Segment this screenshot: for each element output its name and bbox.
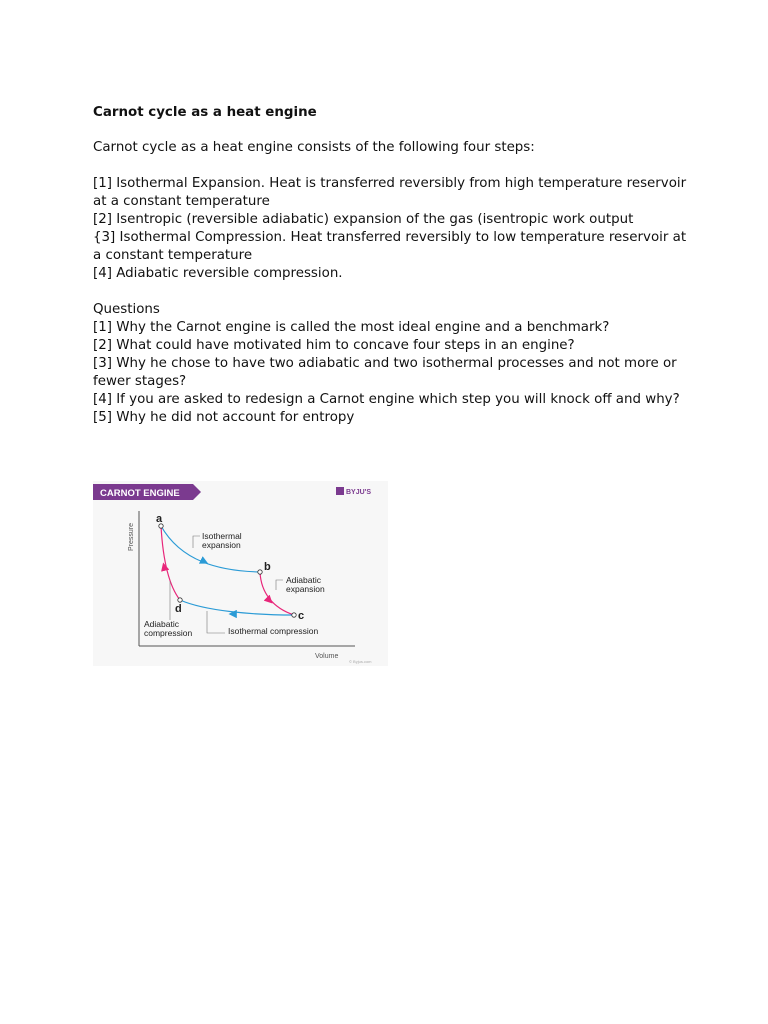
point-c-marker — [292, 613, 296, 617]
carnot-diagram — [93, 481, 388, 666]
label-adiabatic-compression-2: compression — [144, 628, 193, 638]
logo-text: BYJU'S — [346, 489, 372, 496]
step-1: [1] Isothermal Expansion. Heat is transferred reversibly from high temperature reservoir at a constant temperature — [93, 176, 687, 209]
banner-text: CARNOT ENGINE — [100, 488, 180, 499]
question-3: [3] Why he chose to have two adiabatic and two isothermal processes and not more or fewer stages? — [93, 356, 677, 389]
question-2: [2] What could have motivated him to concave four steps in an engine? — [93, 338, 575, 353]
label-adiabatic-expansion-2: expansion — [286, 584, 325, 594]
question-5: [5] Why he did not account for entropy — [93, 410, 355, 425]
questions-heading: Questions — [93, 302, 160, 317]
point-a-label: a — [156, 513, 163, 525]
step-2: [2] Isentropic (reversible adiabatic) expansion of the gas (isentropic work output — [93, 212, 634, 227]
label-adiabatic-compression-1: Adiabatic — [144, 619, 179, 629]
intro-paragraph: Carnot cycle as a heat engine consists of the following four steps: — [93, 140, 535, 155]
figure-background — [93, 481, 388, 666]
question-4: [4] If you are asked to redesign a Carnot engine which step you will knock off and why? — [93, 392, 680, 407]
label-isothermal-expansion-2: expansion — [202, 540, 241, 550]
step-3: {3] Isothermal Compression. Heat transferred reversibly to low temperature reservoir at a constant temperature — [93, 230, 687, 263]
byjus-logo — [336, 487, 371, 496]
point-d-marker — [178, 598, 182, 602]
document-body — [93, 104, 693, 427]
carnot-engine-figure — [93, 481, 388, 666]
x-axis-label: Volume — [315, 653, 339, 660]
label-isothermal-compression: Isothermal compression — [228, 626, 319, 636]
label-adiabatic-expansion-1: Adiabatic — [286, 575, 321, 585]
point-c-label: c — [298, 610, 305, 622]
logo-mark — [336, 487, 344, 495]
point-b-marker — [258, 570, 262, 574]
watermark: © Byjus.com — [349, 659, 372, 664]
point-d-label: d — [175, 603, 182, 615]
document-title: Carnot cycle as a heat engine — [93, 105, 317, 120]
point-b-label: b — [264, 561, 271, 573]
question-1: [1] Why the Carnot engine is called the most ideal engine and a benchmark? — [93, 320, 610, 335]
y-axis-label: Pressure — [128, 522, 135, 551]
step-4: [4] Adiabatic reversible compression. — [93, 266, 343, 281]
label-isothermal-expansion-1: Isothermal — [202, 531, 242, 541]
